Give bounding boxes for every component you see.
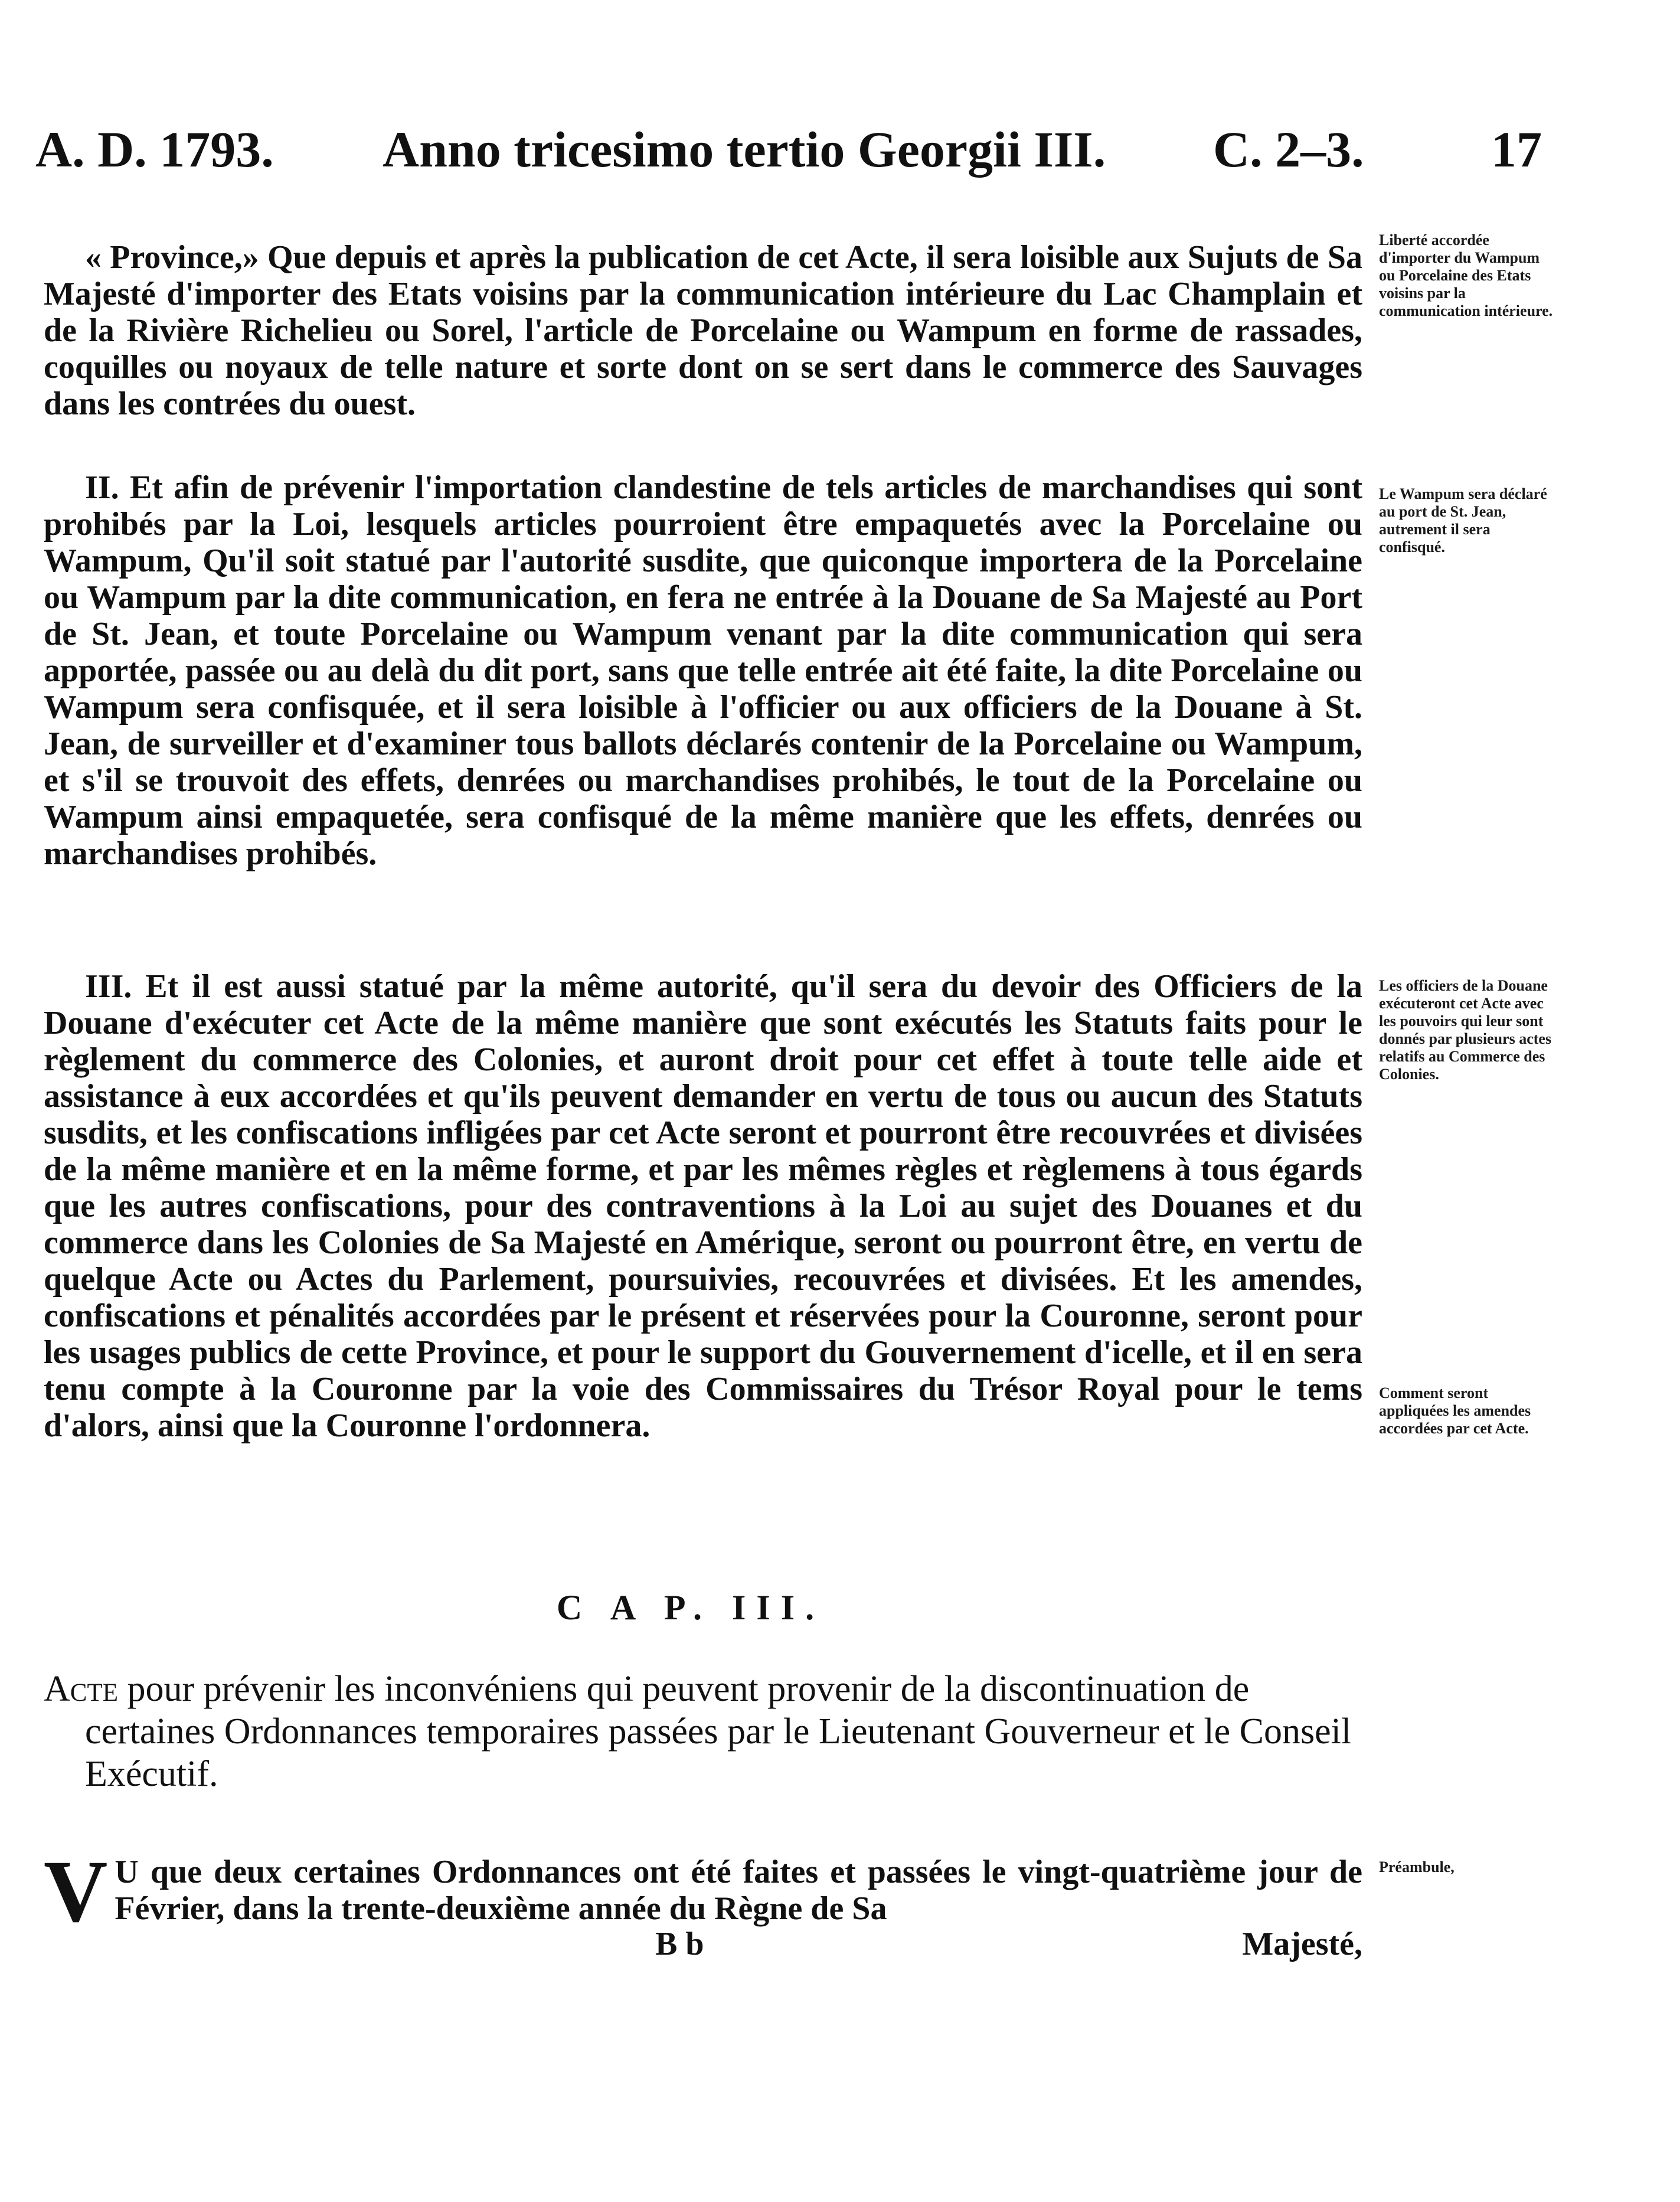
header-title: Anno tricesimo tertio Georgii III. bbox=[383, 121, 1106, 178]
act-title-lead: Acte bbox=[44, 1669, 118, 1709]
page-number: 17 bbox=[1491, 121, 1542, 178]
chapter-heading: C A P. III. bbox=[556, 1588, 825, 1627]
drop-cap: V bbox=[44, 1842, 108, 1940]
margin-note: Liberté accordée d'importer du Wampum ou Porcelaine des Etats voisins par la communication intérieure. bbox=[1379, 231, 1553, 319]
paragraph-province bbox=[44, 239, 1362, 422]
margin-note: Préambule, bbox=[1379, 1858, 1455, 1876]
paragraph-section-2 bbox=[44, 469, 1362, 872]
header-chapter: C. 2–3. bbox=[1213, 121, 1364, 178]
paragraph-text: « Province,» Que depuis et après la publication de cet Acte, il sera loisible aux Sujuts de Sa Majesté d'importer des Etats voisins par la communication intérieure du Lac Champlain et de la Rivière Richelieu ou Sorel, l'article de Porcelaine ou Wampum en forme de rassades, coquilles ou noyaux de telle nature et sorte dont on se sert dans le commerce des Sauvages dans les contrées du ouest. bbox=[44, 239, 1362, 422]
paragraph-section-3 bbox=[44, 968, 1362, 1444]
margin-note: Comment seront appliquées les amendes accordées par cet Acte. bbox=[1379, 1384, 1531, 1437]
preamble bbox=[44, 1842, 1362, 1940]
page-footer bbox=[44, 1926, 1362, 1967]
act-title bbox=[44, 1668, 1362, 1795]
running-header bbox=[35, 111, 1547, 188]
signature-mark: B b bbox=[655, 1926, 704, 1962]
header-year: A. D. 1793. bbox=[35, 121, 274, 178]
paragraph-text: III. Et il est aussi statué par la même autorité, qu'il sera du devoir des Officiers de la Douane d'exécuter cet Acte de la même manière que sont exécutés les Statuts faits pour le règlement du commerce des Colonies, et auront droit pour cet effet à toute telle aide et assistance à eux accordées et qu'ils peuvent demander en vertu de tous ou aucun des Statuts susdits, et les confiscations infligées par cet Acte seront et pourront être recouvrées et divisées de la même manière et en la même forme, et par les mêmes règles et règlemens à tous égards que les autres confiscations, pour des contraventions à la Loi au sujet des Douanes et du commerce dans les Colonies de Sa Majesté en Amérique, seront ou pourront être, en vertu de quelque Acte ou Actes du Parlement, poursuivies, recouvrées et divisées. Et les amendes, confiscations et pénalités accordées par le présent et réservées pour la Couronne, seront pour les usages publics de cette Province, et pour le support du Gouvernement d'icelle, et il en sera tenu compte à la Couronne par la voie des Commissaires du Trésor Royal pour le tems d'alors, ainsi que la Couronne l'ordonnera. bbox=[44, 968, 1362, 1444]
preamble-text: U que deux certaines Ordonnances ont été faites et passées le vingt-quatrième jour de Février, dans la trente-deuxième année du Règne de Sa bbox=[115, 1854, 1362, 1927]
catchword: Majesté, bbox=[1242, 1926, 1362, 1962]
margin-note: Le Wampum sera déclaré au port de St. Jean, autrement il sera confisqué. bbox=[1379, 485, 1547, 556]
margin-note: Les officiers de la Douane exécuteront cet Acte avec les pouvoirs qui leur sont donnés par plusieurs actes relatifs au Commerce des Colonies. bbox=[1379, 977, 1552, 1083]
act-title-text: pour prévenir les inconvéniens qui peuvent provenir de la discontinuation de certaines Ordonnances temporaires passées par le Lieutenant Gouverneur et le Conseil Exécutif. bbox=[85, 1669, 1352, 1794]
paragraph-text: II. Et afin de prévenir l'importation clandestine de tels articles de marchandises qui sont prohibés par la Loi, lesquels articles pourroient être empaquetés avec la Porcelaine ou Wampum, Qu'il soit statué par l'autorité susdite, que quiconque importera de la Porcelaine ou Wampum par la dite communication, en fera ne entrée à la Douane de Sa Majesté au Port de St. Jean, et toute Porcelaine ou Wampum venant par la dite communication qui sera apportée, passée ou au delà du dit port, sans que telle entrée ait été faite, la dite Porcelaine ou Wampum sera confisquée, et il sera loisible à l'officier ou aux officiers de la Douane à St. Jean, de surveiller et d'examiner tous ballots déclarés contenir de la Porcelaine ou Wampum, et s'il se trouvoit des effets, denrées ou marchandises prohibés, le tout de la Porcelaine ou Wampum ainsi empaquetée, sera confisqué de la même manière que les effets, denrées ou marchandises prohibés. bbox=[44, 469, 1362, 872]
